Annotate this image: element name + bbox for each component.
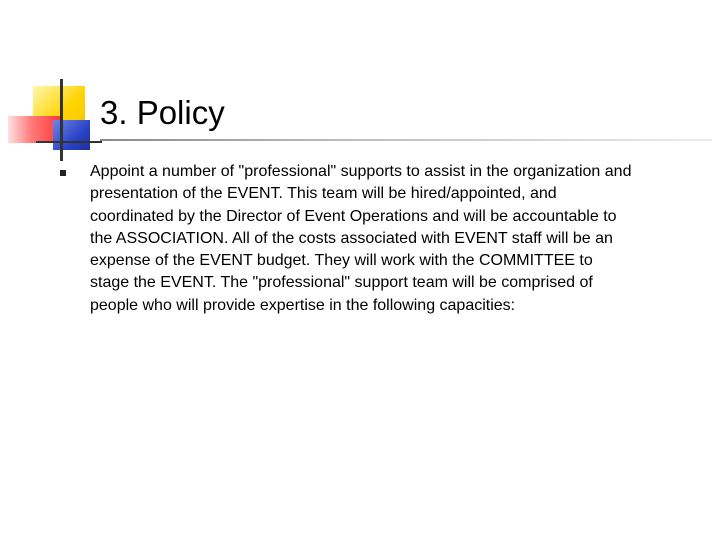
- slide-title: 3. Policy: [100, 94, 225, 131]
- body-line: stage the EVENT. The "professional" support team will be comprised of: [90, 274, 593, 292]
- body-line: presentation of the EVENT. This team will be hired/appointed, and: [90, 185, 557, 203]
- square-bullet-icon: [60, 170, 66, 176]
- title-decoration-horizontal-line: [36, 141, 102, 143]
- body-line: the ASSOCIATION. All of the costs associated with EVENT staff will be an: [90, 229, 613, 247]
- title-underline: [100, 139, 712, 141]
- body-line: expense of the EVENT budget. They will work with the COMMITTEE to: [90, 252, 593, 270]
- body-line: people who will provide expertise in the following capacities:: [90, 296, 516, 314]
- title-decoration-blue-square: [53, 120, 90, 150]
- body-line: Appoint a number of "professional" supports to assist in the organization and: [90, 163, 632, 180]
- body-paragraph: [90, 161, 712, 317]
- body-line: coordinated by the Director of Event Operations and will be accountable to: [90, 207, 617, 225]
- title-decoration-vertical-line: [60, 79, 63, 161]
